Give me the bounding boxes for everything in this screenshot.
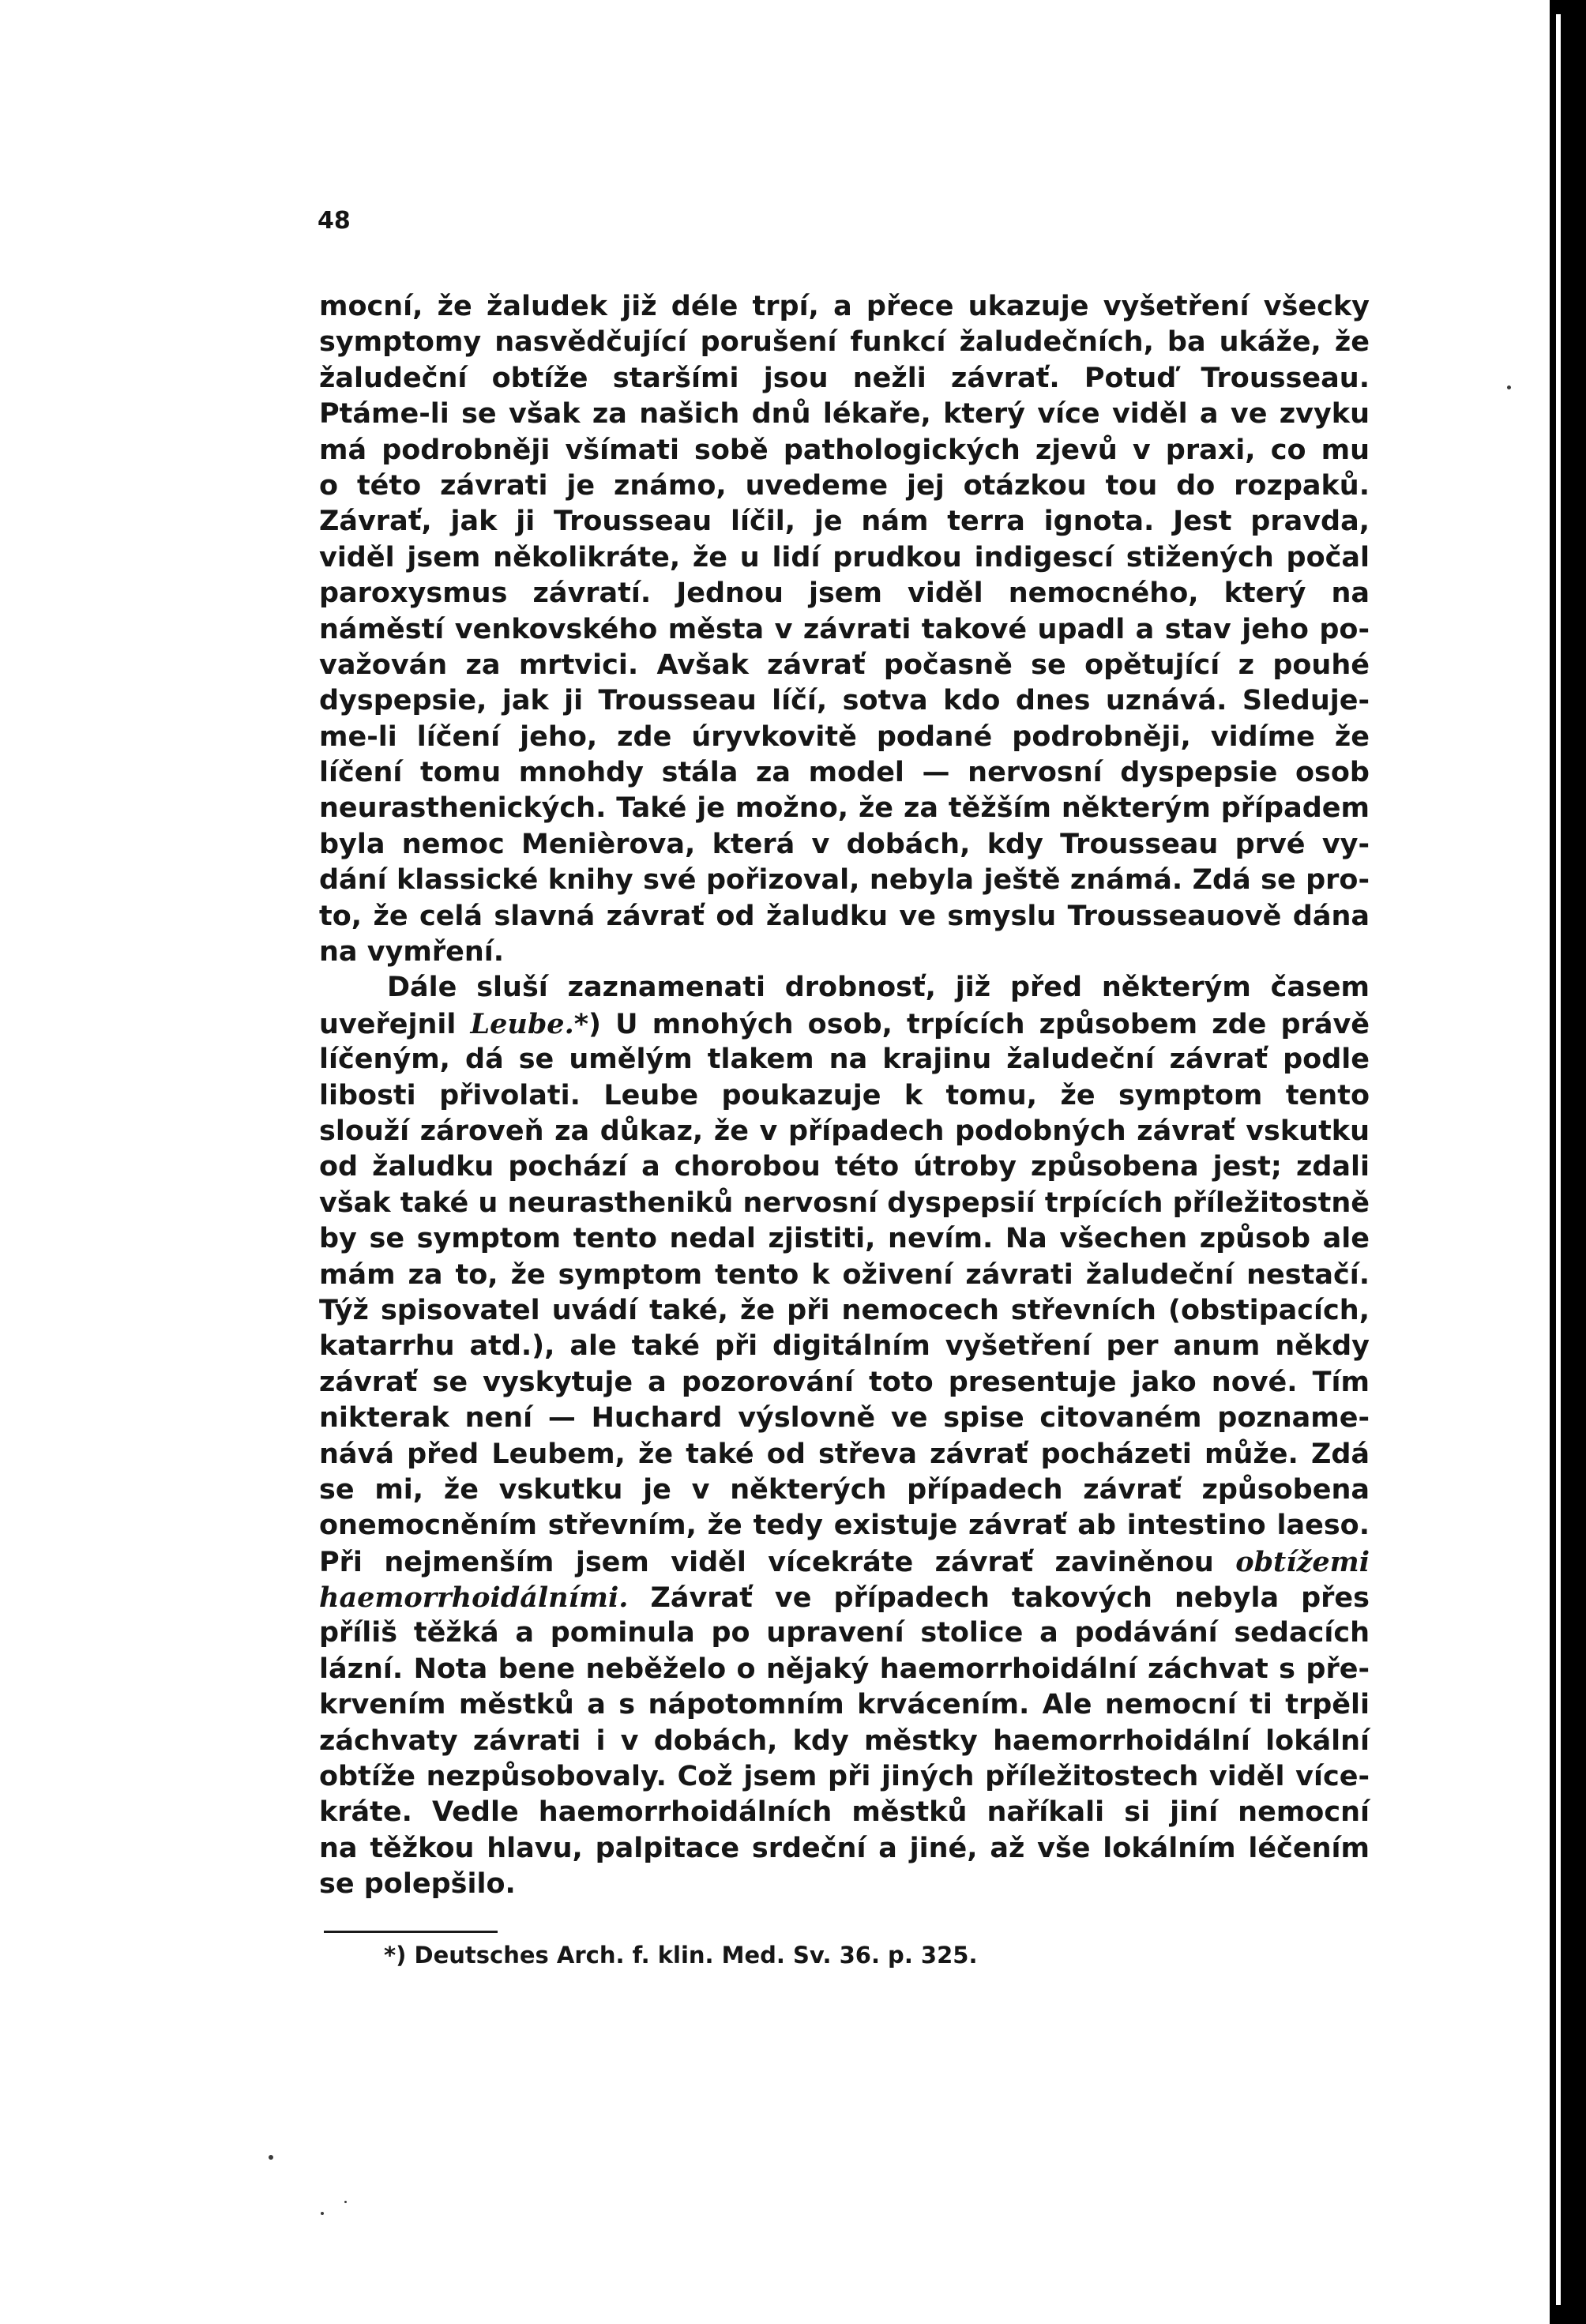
text-segment: Při nejmenším jsem viděl vícekráte závrať zaviněnou bbox=[319, 1546, 1236, 1578]
text-line: o této závrati je známo, uvedeme jej otázkou tou do rozpaků. bbox=[319, 469, 1370, 502]
text-line: symptomy nasvědčující porušení funkcí žaludečních, ba ukáže, že bbox=[319, 326, 1370, 359]
text-line: paroxysmus závratí. Jednou jsem viděl nemocného, který na bbox=[319, 577, 1370, 610]
text-line: na těžkou hlavu, palpitace srdeční a jiné, až vše lokálním léčením bbox=[319, 1832, 1370, 1864]
text-line bbox=[319, 1544, 1370, 1580]
scan-speck bbox=[344, 2201, 347, 2203]
text-line: mám za to, že symptom tento k oživení závrati žaludeční nestačí. bbox=[319, 1258, 1370, 1291]
italic-text: Leube. bbox=[470, 1007, 574, 1040]
text-line: nikterak není — Huchard výslovně ve spise citovaném pozname- bbox=[319, 1402, 1370, 1435]
text-line: se mi, že vskutku je v některých případech závrať způsobena bbox=[319, 1473, 1370, 1506]
text-line: byla nemoc Menièrova, která v dobách, kdy Trousseau prvé vy- bbox=[319, 828, 1370, 860]
italic-text: obtížemi bbox=[1235, 1545, 1370, 1578]
scan-speck bbox=[321, 2212, 324, 2215]
italic-text: haemorrhoidálními. bbox=[319, 1581, 629, 1615]
text-line bbox=[319, 1006, 1370, 1042]
text-line: kráte. Vedle haemorrhoidálních městků naříkali si jiní nemocní bbox=[319, 1796, 1370, 1829]
text-line: příliš těžká a pominula po upravení stolice a podávání sedacích bbox=[319, 1617, 1370, 1649]
page-number: 48 bbox=[318, 207, 351, 235]
text-line: líčení tomu mnohdy stála za model — nervosní dyspepsie osob bbox=[319, 757, 1370, 789]
text-line: važován za mrtvici. Avšak závrať počasně se opětující z pouhé bbox=[319, 649, 1370, 681]
text-line: náměstí venkovského města v závrati takové upadl a stav jeho po- bbox=[319, 613, 1370, 645]
text-line: Dále sluší zaznamenati drobnosť, již před některým časem bbox=[387, 972, 1370, 1004]
text-line: Ptáme-li se však za našich dnů lékaře, který více viděl a ve zvyku bbox=[319, 398, 1370, 431]
text-line: mocní, že žaludek již déle trpí, a přece ukazuje vyšetření všecky bbox=[319, 291, 1370, 322]
text-line: dyspepsie, jak ji Trousseau líčí, sotva kdo dnes uznává. Sleduje- bbox=[319, 685, 1370, 717]
text-line: však také u neurastheniků nervosní dyspepsií trpících příležitostně bbox=[319, 1186, 1370, 1219]
text-line: me-li líčení jeho, zde úryvkovitě podané podrobněji, vidíme že bbox=[319, 720, 1370, 753]
text-line: od žaludku pochází a chorobou této útroby způsobena jest; zdali bbox=[319, 1151, 1370, 1183]
text-line: neurasthenických. Také je možno, že za těžším některým případem bbox=[319, 792, 1370, 825]
text-line: libosti přivolati. Leube poukazuje k tomu, že symptom tento bbox=[319, 1079, 1370, 1111]
text-line: záchvaty závrati i v dobách, kdy městky haemorrhoidální lokální bbox=[319, 1724, 1370, 1757]
text-line: se polepšilo. bbox=[319, 1868, 516, 1901]
text-segment: Závrať ve případech takových nebyla přes bbox=[628, 1582, 1370, 1615]
scan-border-line bbox=[1556, 14, 1561, 2305]
scan-border bbox=[1550, 0, 1586, 2324]
footnote-rule bbox=[324, 1931, 498, 1933]
text-line: krvením městků a s nápotomním krvácením. Ale nemocní ti trpěli bbox=[319, 1689, 1370, 1721]
scan-speck bbox=[269, 2155, 273, 2160]
text-segment: *) U mnohých osob, trpících způsobem zde právě bbox=[573, 1008, 1370, 1040]
text-segment: uveřejnil bbox=[319, 1008, 471, 1040]
text-line: závrať se vyskytuje a pozorování toto presentuje jako nové. Tím bbox=[319, 1366, 1370, 1398]
text-line: Týž spisovatel uvádí také, že při nemocech střevních (obstipacích, bbox=[319, 1294, 1370, 1326]
text-line: Závrať, jak ji Trousseau líčil, je nám terra ignota. Jest pravda, bbox=[319, 506, 1370, 538]
text-line: žaludeční obtíže staršími jsou nežli závrať. Potuď Trousseau. bbox=[319, 362, 1370, 394]
scan-speck bbox=[1507, 385, 1511, 389]
text-line: nává před Leubem, že také od střeva závrať pocházeti může. Zdá bbox=[319, 1438, 1370, 1470]
text-line: by se symptom tento nedal zjistiti, nevím. Na všechen způsob ale bbox=[319, 1223, 1370, 1255]
text-line: obtíže nezpůsobovaly. Což jsem při jiných příležitostech viděl více- bbox=[319, 1761, 1370, 1793]
text-line: to, že celá slavná závrať od žaludku ve smyslu Trousseauově dána bbox=[319, 900, 1370, 932]
text-line: dání klassické knihy své pořizoval, nebyla ještě známá. Zdá se pro- bbox=[319, 864, 1370, 897]
text-line: na vymření. bbox=[319, 936, 505, 968]
text-line: líčeným, dá se umělým tlakem na krajinu žaludeční závrať podle bbox=[319, 1044, 1370, 1076]
text-line: onemocněním střevním, že tedy existuje závrať ab intestino laeso. bbox=[319, 1510, 1370, 1542]
text-line: katarrhu atd.), ale také při digitálním vyšetření per anum někdy bbox=[319, 1330, 1370, 1363]
text-line bbox=[319, 1580, 1370, 1615]
text-line: viděl jsem několikráte, že u lidí prudkou indigescí stižených počal bbox=[319, 541, 1370, 573]
text-line: má podrobněji všímati sobě pathologických zjevů v praxi, co mu bbox=[319, 434, 1370, 466]
text-line: lázní. Nota bene neběželo o nějaký haemorrhoidální záchvat s pře- bbox=[319, 1653, 1370, 1685]
footnote: *) Deutsches Arch. f. klin. Med. Sv. 36. p. 325. bbox=[384, 1942, 978, 1969]
body-text bbox=[319, 289, 1370, 1903]
text-line: slouží zároveň za důkaz, že v případech podobných závrať vskutku bbox=[319, 1115, 1370, 1147]
